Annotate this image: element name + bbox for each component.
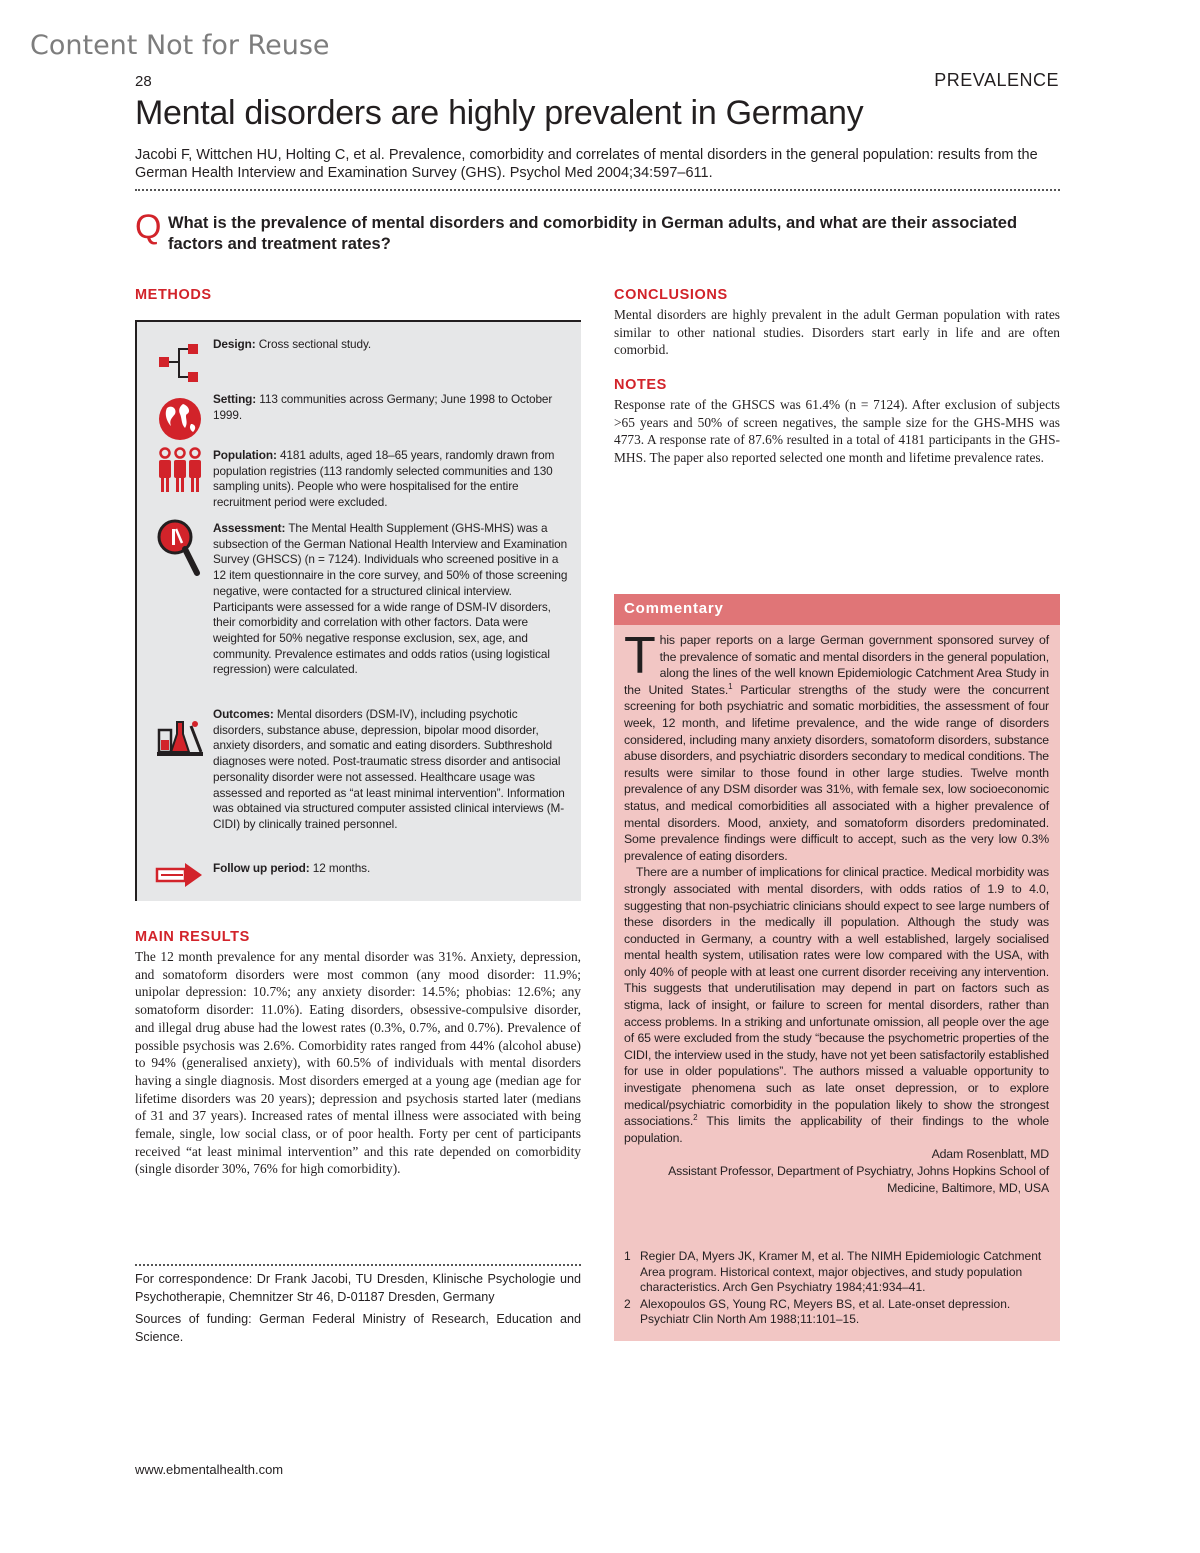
- website: www.ebmentalhealth.com: [135, 1462, 284, 1477]
- lab-equipment-icon: [155, 712, 205, 762]
- reference-marker: 2: [693, 1113, 698, 1123]
- assessment-text: The Mental Health Supplement (GHS-MHS) was a subsection of the German National Health Interview and Examination Survey (GHSCS) (n = 7124). Individuals who screened positive in a 12 item questionnaire in the core survey, and 50% of those screening negative, were contacted for a structured clinical interview. Participants were assessed for a wide range of DSM-IV disorders, their comorbidity and correlation with other factors. Data were weighted for 50% negative response exclusion, sex, age, and community. Prevalence estimates and odds ratios (using logistical regression) were calculated.: [213, 521, 568, 677]
- design-label: Design:: [213, 337, 256, 351]
- methods-box: [135, 320, 581, 901]
- commentary-text: This limits the applicability of their findings to the whole population.: [624, 1114, 1049, 1145]
- commentary-text: There are a number of implications for clinical practice. Medical morbidity was strongly associated with mental disorders, with odds ratios of 1.9 to 4.0, suggesting that non-psychiatric clinicians should expect to see large numbers of these disorders in the medically ill population. Although the study was conducted in Germany, a country with a well established, largely socialised mental health system, utilisation rates were low compared with the USA, with only 40% of people with at least one current disorder receiving any intervention. This suggests that underutilisation may depend in part on factors such as stigma, lack of insight, or failure to screen for mental disorders, rather than access problems. In a striking and unfortunate omission, all people over the age of 65 were excluded from the study “because the psychometric properties of the CIDI, the interview used in the study, have not yet been satisfactorily established for use in older populations”. The authors missed a valuable opportunity to investigate phenomena such as late onset depression, or to explore medical/psychiatric comorbidity in the population likely to show the strongest associations.: [624, 865, 1049, 1129]
- citation: Jacobi F, Wittchen HU, Holting C, et al. Prevalence, comorbidity and correlates of mental disorders in the general population: results from the German Health Interview and Examination Survey (GHS). Psychol Med 2004;34:597–611.: [135, 147, 1038, 181]
- commentary-affiliation: Assistant Professor, Department of Psychiatry, Johns Hopkins School of Medicine, Baltimore, MD, USA: [668, 1164, 1049, 1195]
- reference-text: Alexopoulos GS, Young RC, Meyers BS, et al. Late-onset depression. Psychiatr Clin North Am 1988;11:101–15.: [640, 1296, 1011, 1326]
- arrow-icon: [155, 860, 205, 890]
- correspondence: For correspondence: Dr Frank Jacobi, TU Dresden, Klinische Psychologie und Psychotherapie, Chemnitzer Str 46, D-01187 Dresden, Germany: [135, 1272, 581, 1304]
- section-label: PREVALENCE: [934, 70, 1059, 90]
- reference-list: [624, 1249, 1049, 1329]
- divider: [135, 189, 1060, 191]
- outcomes-label: Outcomes:: [213, 707, 274, 721]
- design-text: Cross sectional study.: [258, 337, 372, 351]
- reference-text: Regier DA, Myers JK, Kramer M, et al. The NIMH Epidemiologic Catchment Area program. Historical context, major objectives, and study population characteristics. Arch Gen Psychiatry 1984;41:934–41.: [640, 1249, 1042, 1294]
- outcomes-text: Mental disorders (DSM-IV), including psychotic disorders, substance abuse, depression, bipolar mood disorder, anxiety disorders, and somatic and eating disorders. Subthreshold diagnoses were noted. Post-traumatic stress disorder and antisocial personality disorder were not assessed. Healthcare usage was assessed and reported as “at least minimal intervention”. Information was obtained via structured computer assisted clinical interviews (M-CIDI) by clinically trained personnel.: [213, 707, 565, 831]
- clinical-question: What is the prevalence of mental disorders and comorbidity in German adults, and what are their associated factors and treatment rates?: [168, 214, 1018, 253]
- page-number: 28: [135, 73, 152, 90]
- commentary-text: Particular strengths of the study were the concurrent screening for both psychiatric and somatic morbidities, the assessment of four week, 12 month, and lifetime prevalence, and the wide range of disorders considered, including many anxiety disorders, somatoform disorders, substance abuse disorders, and psychiatric disorders secondary to medical conditions. The results were similar to those found in other large studies. Twelve month prevalence of any DSM disorder was 31%, with female sex, low socioeconomic status, and medical comorbidities all associated with a higher prevalence of mental disorders. Mood, anxiety, and somatoform disorders predominated. Some prevalence findings were difficult to accept, such as the very low 0.3% prevalence of eating disorders.: [624, 682, 1049, 863]
- setting-text: 113 communities across Germany; June 1998 to October 1999.: [213, 392, 553, 422]
- assessment-row: [213, 521, 571, 678]
- reference-item: [624, 1297, 1049, 1328]
- outcomes-row: [213, 707, 571, 833]
- methods-heading: METHODS: [135, 287, 212, 303]
- design-row: [213, 337, 571, 353]
- population-row: [213, 448, 571, 511]
- globe-icon: [155, 394, 205, 444]
- commentary-text: his paper reports on a large German government sponsored survey of the prevalence of somatic and mental disorders in the general population, along the lines of the well known Epidemiologic Catchment Area Study in the United States.: [624, 633, 1049, 697]
- watermark: Content Not for Reuse: [30, 30, 330, 61]
- followup-text: 12 months.: [312, 861, 371, 875]
- commentary-paragraph: [624, 864, 1049, 1146]
- drop-cap: T: [624, 627, 656, 685]
- question-mark: Q: [135, 208, 162, 246]
- commentary-body: [624, 627, 1049, 1196]
- setting-label: Setting:: [213, 392, 257, 406]
- commentary-box: [614, 594, 1060, 1341]
- commentary-paragraph: [624, 627, 1049, 864]
- people-icon: [155, 446, 205, 496]
- reference-number: 1: [624, 1249, 631, 1263]
- population-label: Population:: [213, 448, 277, 462]
- conclusions-text: Mental disorders are highly prevalent in the adult German population with rates similar to other national studies. Disorders start early in life and are often comorbid.: [614, 307, 1060, 358]
- main-results-heading: MAIN RESULTS: [135, 929, 250, 945]
- population-text: 4181 adults, aged 18–65 years, randomly drawn from population registries (113 randomly selected communities and 130 sampling units). People who were hospitalised for the entire recruitment period were excluded.: [213, 448, 555, 510]
- commentary-heading: Commentary: [614, 594, 1060, 625]
- notes-text: Response rate of the GHSCS was 61.4% (n = 7124). After exclusion of subjects >65 years and 50% of screen negatives, the sample size for the GHS-MHS was 4773. A response rate of 87.6% resulted in a total of 4181 participants in the GHS-MHS. The paper also reported selected one month and lifetime prevalence rates.: [614, 397, 1060, 466]
- conclusions-heading: CONCLUSIONS: [614, 287, 728, 303]
- reference-item: [624, 1249, 1049, 1296]
- divider: [135, 1264, 581, 1266]
- followup-label: Follow up period:: [213, 861, 310, 875]
- funding: Sources of funding: German Federal Ministry of Research, Education and Science.: [135, 1312, 581, 1344]
- design-flowchart-icon: [155, 340, 205, 390]
- followup-row: [213, 861, 571, 877]
- commentary-author: Adam Rosenblatt, MD: [931, 1147, 1049, 1162]
- assessment-label: Assessment:: [213, 521, 286, 535]
- reference-number: 2: [624, 1296, 631, 1311]
- article-title: Mental disorders are highly prevalent in Germany: [135, 94, 864, 132]
- reference-marker: 1: [728, 681, 733, 691]
- notes-heading: NOTES: [614, 377, 667, 393]
- magnifier-icon: [155, 517, 205, 579]
- main-results-text: The 12 month prevalence for any mental disorder was 31%. Anxiety, depression, and somatoform disorders were most common (any mood disorder: 11.9%; unipolar depression: 10.7%; any anxiety disorder: 14.5%; phobias: 12.6%; any somatoform disorder: 11.0%). Eating disorders, obsessive-compulsive disorder, and illegal drug abuse had the lowest rates (0.3%, 0.7%, and 0.7%). Prevalence of possible psychosis was 2.6%. Comorbidity rates ranged from 44% (alcohol abuse) to 94% (generalised anxiety), with 60.5% of individuals with mental disorders having a single diagnosis. Most disorders emerged at a young age (median age for lifetime disorders was 20 years); depression and psychosis started later (medians of 31 and 37 years). Increased rates of mental illness were associated with being female, single, low social class, or of poor health. Forty per cent of participants received “at least minimal intervention” and this rate depended on comorbidity (single disorder 30%, 76% for high comorbidity).: [135, 949, 581, 1177]
- setting-row: [213, 392, 571, 423]
